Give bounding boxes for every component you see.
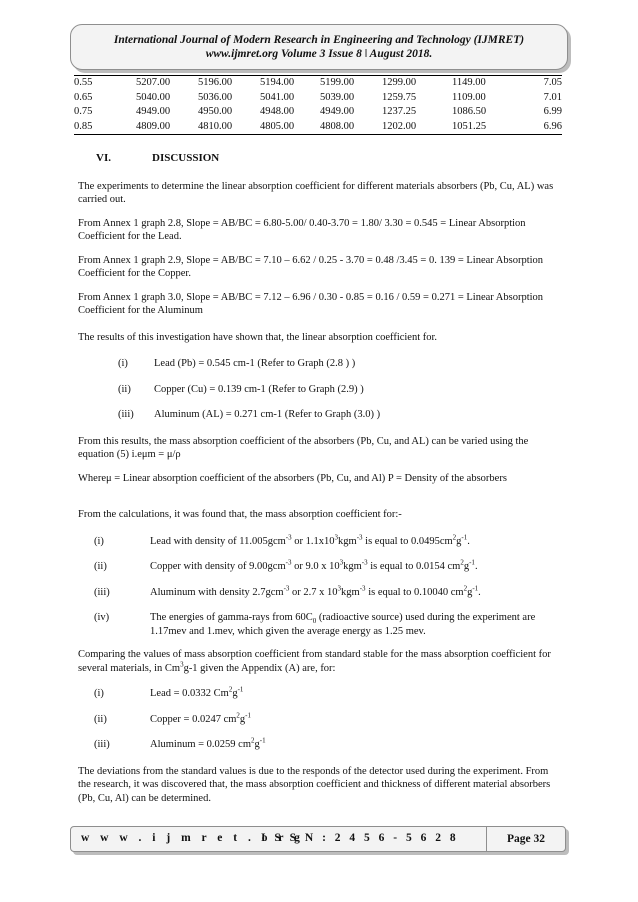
page-footer bbox=[70, 826, 566, 852]
table-cell: 7.05 bbox=[543, 77, 562, 88]
page-number: Page 32 bbox=[486, 827, 565, 851]
table-row bbox=[74, 91, 562, 106]
section-heading bbox=[78, 152, 560, 166]
standard-values-list bbox=[78, 687, 560, 752]
list-item: (ii) Copper (Cu) = 0.139 cm-1 (Refer to Graph (2.9) ) bbox=[118, 383, 364, 395]
paragraph: The experiments to determine the linear absorption coefficient for different materials absorbers (Pb, Cu, AL) was carried out. bbox=[78, 180, 554, 205]
table-cell: 5194.00 bbox=[260, 77, 295, 88]
mass-coefficient-list bbox=[78, 535, 560, 639]
paragraph: From Annex 1 graph 2.9, Slope = AB/BC = 7.10 – 6.62 / 0.25 - 3.70 = 0.48 /3.45 = 0. 139 = Linear Absorption Coefficient for the Copper. bbox=[78, 254, 544, 279]
paragraph: From Annex 1 graph 2.8, Slope = AB/BC = 6.80-5.00/ 0.40-3.70 = 1.80/ 3.30 = 0.545 = Linear Absorption Coefficient for the Lead. bbox=[78, 217, 526, 242]
footer-website: w w w . i j m r e t . o r g bbox=[81, 832, 304, 844]
table-cell: 0.75 bbox=[74, 106, 93, 117]
table-cell: 5196.00 bbox=[198, 77, 233, 88]
table-cell: 1086.50 bbox=[452, 106, 487, 117]
journal-title: International Journal of Modern Research in Engineering and Technology (IJMRET) bbox=[113, 34, 525, 46]
linear-coefficient-list bbox=[78, 357, 560, 422]
list-item: (ii) Copper with density of 9.00gcm$^{-3}$ or 9.0 x $10^3kgm^{-3}$ is equal to 0.0154 $cm^2g^{-1}$. bbox=[94, 558, 478, 572]
table-cell: 7.01 bbox=[543, 91, 562, 103]
journal-issue-info: www.ijmret.org Volume 3 Issue 8 ǀ August 2018. bbox=[205, 48, 433, 60]
table-cell: 6.99 bbox=[543, 106, 562, 117]
table-cell: 1149.00 bbox=[452, 77, 486, 88]
table-cell: 0.55 bbox=[74, 77, 93, 88]
list-item: (ii) Copper = 0.0247 $cm^2g^{-1}$ bbox=[94, 711, 252, 725]
footer-issn: I S S N : 2 4 5 6 - 5 6 2 8 bbox=[261, 832, 459, 844]
table-cell: 4949.00 bbox=[320, 106, 355, 117]
table-cell: 1259.75 bbox=[382, 91, 417, 103]
table-cell: 5039.00 bbox=[320, 91, 355, 103]
table-row bbox=[74, 105, 562, 120]
paragraph: Comparing the values of mass absorption coefficient from standard stable for the mass absorption coefficient for several materials, in Cm$^3$g-1 given the Appendix (A) are, for: bbox=[78, 649, 551, 674]
table-cell: 4808.00 bbox=[320, 120, 382, 135]
paragraph: The results of this investigation have shown that, the linear absorption coefficient for. bbox=[78, 331, 438, 343]
table-cell: 1237.25 bbox=[382, 106, 417, 117]
list-item: (i) Lead = 0.0332 $Cm^2g^{-1}$ bbox=[94, 685, 244, 699]
table-cell: 4950.00 bbox=[198, 106, 233, 117]
table-cell: 1299.00 bbox=[382, 77, 417, 88]
table-cell: 0.85 bbox=[74, 120, 136, 135]
journal-header bbox=[70, 24, 568, 70]
table-cell: 1051.25 bbox=[452, 120, 527, 135]
table-row bbox=[74, 120, 562, 135]
table-cell: 0.65 bbox=[74, 91, 93, 103]
paragraph: Whereμ = Linear absorption coefficient of the absorbers (Pb, Cu, and Al) P = Density of the absorbers bbox=[78, 472, 507, 484]
section-title: DISCUSSION bbox=[152, 152, 220, 164]
table-row bbox=[74, 76, 562, 91]
paragraph: The deviations from the standard values is due to the responds of the detector used during the experiment. From the research, it was discovered that, the mass absorption coefficient and thickness of different material absorbers (Pb, Cu, Al) can be determined. bbox=[78, 765, 551, 804]
table-cell: 5207.00 bbox=[136, 77, 171, 88]
section-number: VI. bbox=[96, 152, 111, 164]
paragraph: From this results, the mass absorption coefficient of the absorbers (Pb, Cu, and AL) can be varied using the equation (5) i.eμm = μ/ρ bbox=[78, 435, 529, 460]
table-cell: 5199.00 bbox=[320, 77, 355, 88]
table-cell: 4810.00 bbox=[198, 120, 260, 135]
paragraph: From the calculations, it was found that, the mass absorption coefficient for:- bbox=[78, 509, 402, 520]
list-item: (i) Lead (Pb) = 0.545 cm-1 (Refer to Graph (2.8 ) ) bbox=[118, 358, 356, 369]
main-content bbox=[78, 152, 560, 805]
table-cell: 4948.00 bbox=[260, 106, 295, 117]
table-cell: 5040.00 bbox=[136, 91, 171, 103]
list-item: (iii) Aluminum with density 2.7gcm$^{-3}$ or 2.7 x $10^3kgm^{-3}$ is equal to 0.10040 $cm^2g^{-1}$. bbox=[94, 584, 481, 598]
list-item: (iii) Aluminum (AL) = 0.271 cm-1 (Refer to Graph (3.0) ) bbox=[118, 409, 381, 420]
table-cell: 5041.00 bbox=[260, 91, 295, 103]
paragraph: From Annex 1 graph 3.0, Slope = AB/BC = 7.12 – 6.96 / 0.30 - 0.85 = 0.16 / 0.59 = 0.271 = Linear Absorption Coefficient for the Aluminum bbox=[78, 291, 544, 316]
list-item: (iv) The energies of gamma-rays from $60C_0$ (radioactive source) used during the experiment are 1.17mev and 1.mev, which given the average energy as 1.25 mev. bbox=[94, 612, 536, 637]
list-item: (i) Lead with density of 11.005gcm$^{-3}$ or $1.1x10^3kgm^{-3}$ is equal to $0.0495cm^2g^{-1}$. bbox=[94, 533, 470, 547]
table-cell: 1202.00 bbox=[382, 120, 452, 135]
table-cell: 4809.00 bbox=[136, 120, 198, 135]
table-cell: 6.96 bbox=[527, 120, 562, 135]
list-item: (iii) Aluminum = 0.0259 $cm^2g^{-1}$ bbox=[94, 736, 266, 750]
table-cell: 1109.00 bbox=[452, 91, 486, 103]
table-cell: 5036.00 bbox=[198, 91, 233, 103]
table-cell: 4949.00 bbox=[136, 106, 171, 117]
table-cell: 4805.00 bbox=[260, 120, 320, 135]
data-table bbox=[74, 76, 562, 135]
